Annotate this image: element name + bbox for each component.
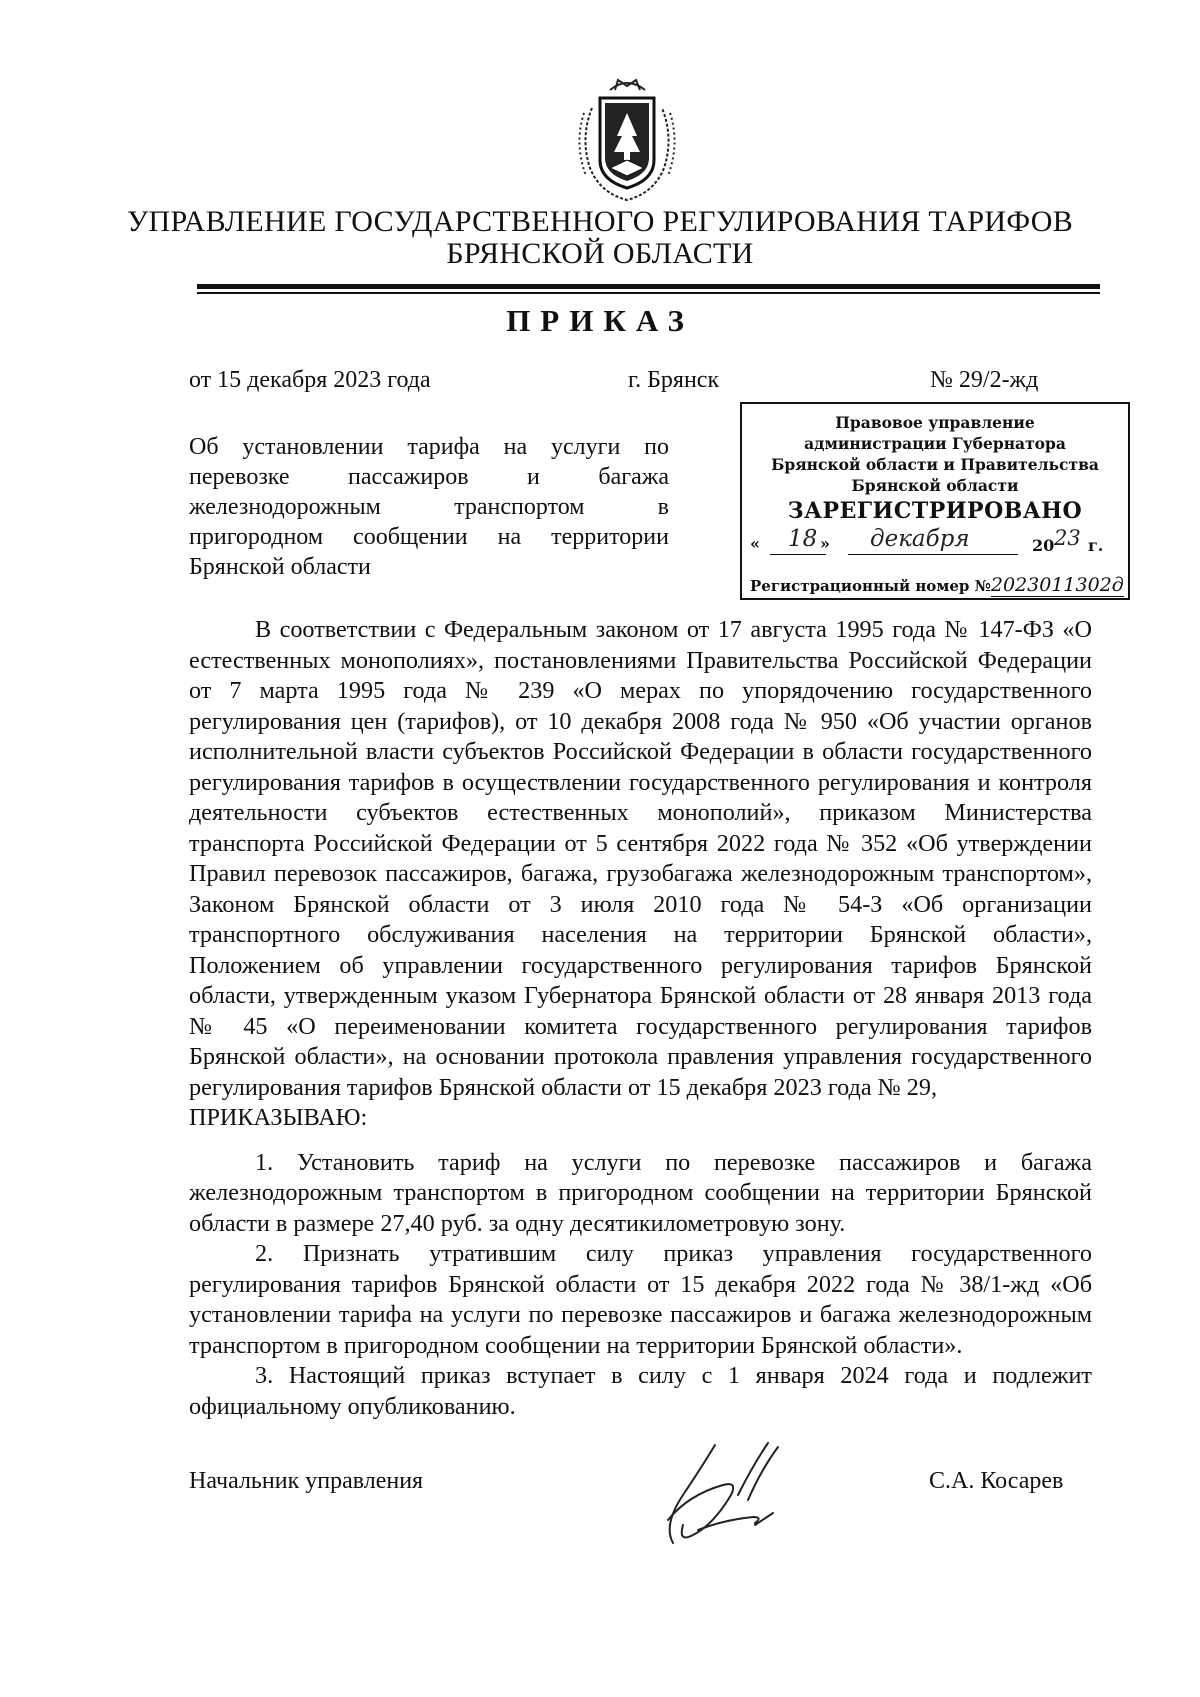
stamp-year-letter: г. [1088, 536, 1104, 555]
document-type-title: ПРИКАЗ [506, 303, 694, 338]
signatory-name: С.А. Косарев [929, 1468, 1064, 1494]
order-item-1: 1. Установить тариф на услуги по перевозке пассажиров и багажа железнодорожным транспортом в пригородном сообщении на территории Брянской области в размере 27,40 руб. за одну десятикилометровую зону. [189, 1148, 1092, 1237]
stamp-org-line: Правовое управление [835, 413, 1035, 432]
order-item-3: 3. Настоящий приказ вступает в силу с 1 января 2024 года и подлежит официальному опубликованию. [189, 1362, 1092, 1420]
organization-name-line2: БРЯНСКОЙ ОБЛАСТИ [446, 237, 754, 270]
signatory-role: Начальник управления [189, 1468, 424, 1494]
stamp-org-line: администрации Губернатора [804, 434, 1066, 453]
stamp-close-quote: » [820, 534, 830, 553]
stamp-reg-number: 2023011302д [990, 574, 1124, 596]
handwritten-signature [643, 1425, 823, 1565]
stamp-reg-label: Регистрационный номер № [750, 577, 991, 595]
stamp-org-line: Брянской области и Правительства [771, 455, 1099, 474]
order-directive: ПРИКАЗЫВАЮ: [189, 1104, 368, 1131]
stamp-organization [742, 412, 1128, 496]
order-item-2: 2. Признать утратившим силу приказ управления государственного регулирования тарифов Брянской области от 15 декабря 2022 года № 38/1-жд «Об установлении тарифа на услуги по перевозке пассажиров и багажа железнодорожным транспортом в пригородном сообщении на территории Брянской области». [189, 1240, 1092, 1359]
order-date: от 15 декабря 2023 года [189, 367, 431, 393]
order-body [189, 615, 1092, 1422]
stamp-day: 18 [788, 526, 818, 552]
stamp-day-underline [770, 554, 826, 555]
coat-of-arms-emblem [570, 68, 685, 208]
stamp-year: 23 [1054, 526, 1081, 550]
stamp-registered-label: ЗАРЕГИСТРИРОВАНО [787, 498, 1083, 524]
stamp-month-underline [848, 554, 1018, 555]
order-city: г. Брянск [628, 367, 720, 393]
stamp-date-line [750, 528, 1120, 562]
header-rule-thin [197, 292, 1100, 294]
order-subject: Об установлении тарифа на услуги по перевозке пассажиров и багажа железнодорожным транспортом в пригородном сообщении на территории Брянской области [189, 434, 669, 580]
preamble-paragraph: В соответствии с Федеральным законом от 17 августа 1995 года № 147-ФЗ «О естественных монополиях», постановлениями Правительства Российской Федерации от 7 марта 1995 года № 239 «О мерах по упорядочению государственного регулирования цен (тарифов), от 10 декабря 2008 года № 950 «Об участии органов исполнительной власти субъектов Российской Федерации в области государственного регулирования тарифов в осуществлении государственного регулирования и контроля деятельности субъектов естественных монополий», приказом Министерства транспорта Российской Федерации от 5 сентября 2022 года № 352 «Об утверждении Правил перевозок пассажиров, багажа, грузобагажа железнодорожным транспортом», Законом Брянской области от 3 июля 2010 года № 54-З «Об организации транспортного обслуживания населения на территории Брянской области», Положением об управлении государственного регулирования тарифов Брянской области, утвержденным указом Губернатора Брянской области от 28 января 2013 года № 45 «О переименовании комитета государственного регулирования тарифов Брянской области», на основании протокола правления управления государственного регулирования тарифов Брянской области от 15 декабря 2023 года № 29, [189, 616, 1092, 1101]
stamp-year-prefix: 20 [1032, 536, 1055, 555]
stamp-month: декабря [870, 526, 970, 552]
order-number: № 29/2-жд [930, 367, 1039, 393]
organization-name-line1: УПРАВЛЕНИЕ ГОСУДАРСТВЕННОГО РЕГУЛИРОВАНИЯ ТАРИФОВ [126, 205, 1074, 238]
registration-stamp [740, 402, 1130, 600]
stamp-org-line: Брянской области [851, 476, 1019, 495]
header-rule-thick [197, 284, 1100, 289]
stamp-open-quote: « [750, 534, 760, 553]
stamp-registration-number-line [750, 574, 1124, 596]
